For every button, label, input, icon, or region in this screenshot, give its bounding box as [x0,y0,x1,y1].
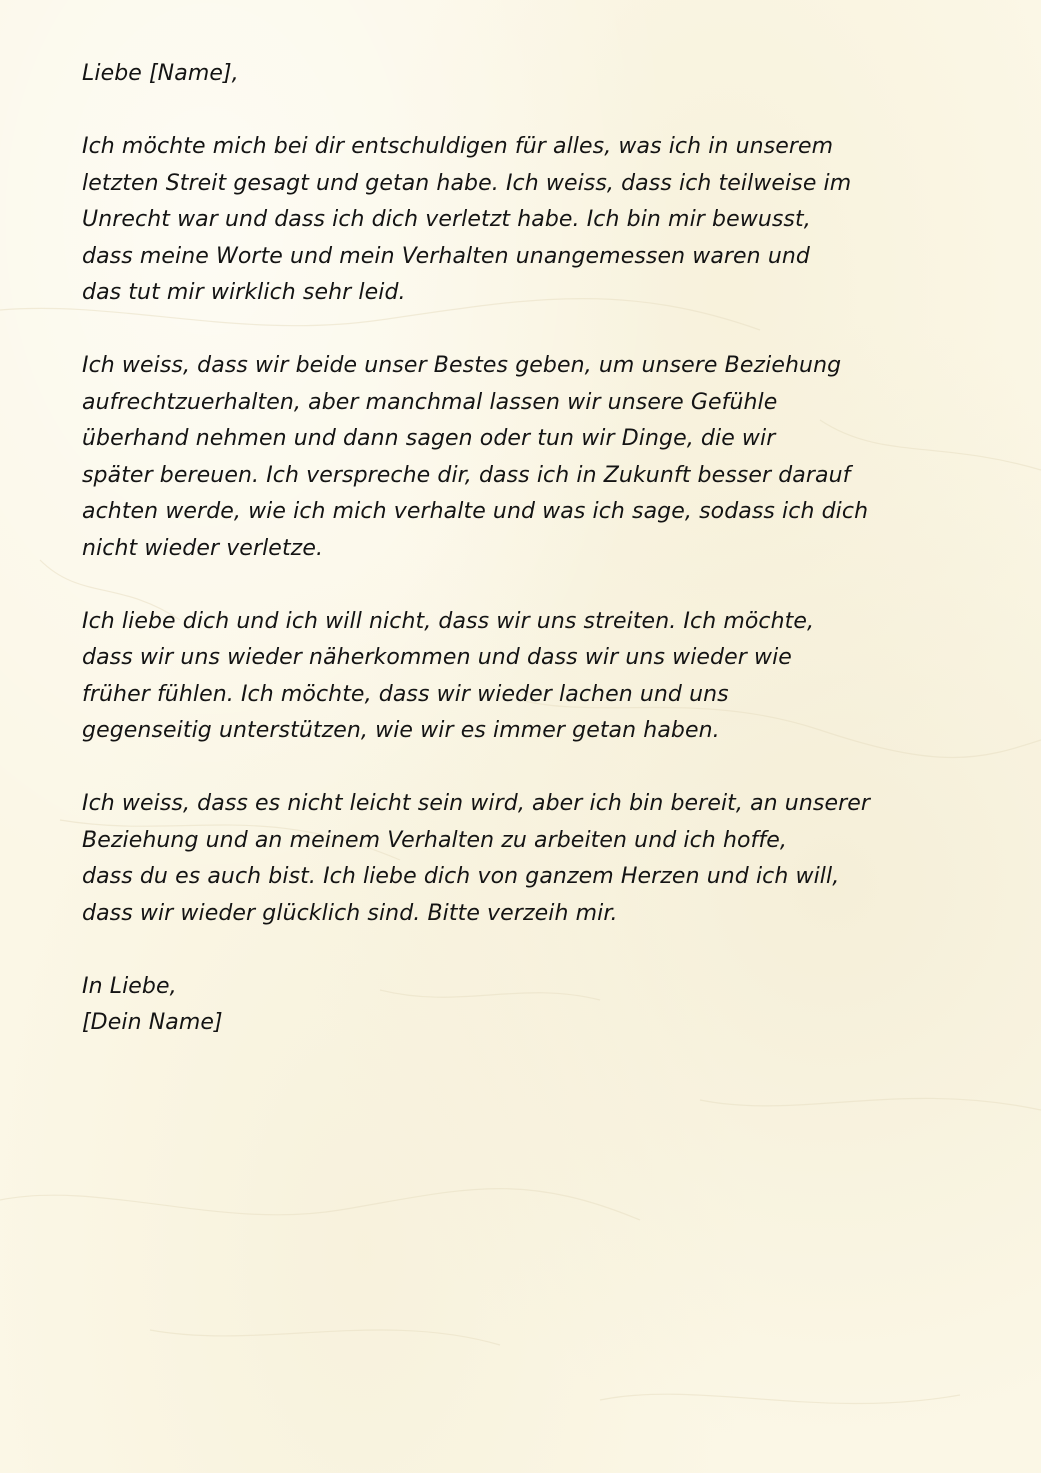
paragraph-line: Ich möchte mich bei dir entschuldigen für alles, was ich in unserem [82,134,834,159]
paragraph-line: später bereuen. Ich verspreche dir, dass ich in Zukunft besser darauf [82,462,851,488]
paragraph-line: dass wir uns wieder näherkommen und dass wir uns wieder wie [82,645,792,670]
paragraph-line: dass du es auch bist. Ich liebe dich von ganzem Herzen und ich will, [82,864,840,889]
paragraph-line: achten werde, wie ich mich verhalte und was ich sage, sodass ich dich [82,499,869,524]
paragraph-1 [82,129,982,312]
paragraph-line: aufrechtzuerhalten, aber manchmal lassen wir unsere Gefühle [82,389,778,415]
paragraph-line: letzten Streit gesagt und getan habe. Ich weiss, dass ich teilweise im [82,170,852,196]
paragraph-4 [82,786,982,932]
salutation: Liebe [Name], [82,61,239,86]
paragraph-line: Unrecht war und dass ich dich verletzt habe. Ich bin mir bewusst, [82,207,811,232]
paragraph-line: Ich weiss, dass wir beide unser Bestes geben, um unsere Beziehung [82,353,842,378]
paragraph-line: Beziehung und an meinem Verhalten zu arbeiten und ich hoffe, [82,827,787,853]
paragraph-line: Ich weiss, dass es nicht leicht sein wird, aber ich bin bereit, an unserer [82,791,871,816]
paragraph-line: dass wir wieder glücklich sind. Bitte verzeih mir. [82,900,618,926]
paragraph-line: das tut mir wirklich sehr leid. [82,280,406,305]
paragraph-line: nicht wieder verletze. [82,535,324,561]
paragraph-line: überhand nehmen und dann sagen oder tun wir Dinge, die wir [82,426,776,451]
paragraph-line: Ich liebe dich und ich will nicht, dass wir uns streiten. Ich möchte, [82,608,815,634]
paragraph-line: früher fühlen. Ich möchte, dass wir wieder lachen und uns [82,681,729,707]
paragraph-line: gegenseitig unterstützen, wie wir es immer getan haben. [82,718,720,743]
letter-body [82,56,982,1042]
paragraph-2 [82,348,982,567]
closing: In Liebe, [82,973,177,999]
signature: [Dein Name] [82,1010,223,1035]
paragraph-line: dass meine Worte und mein Verhalten unangemessen waren und [82,243,810,269]
paragraph-3 [82,604,982,750]
